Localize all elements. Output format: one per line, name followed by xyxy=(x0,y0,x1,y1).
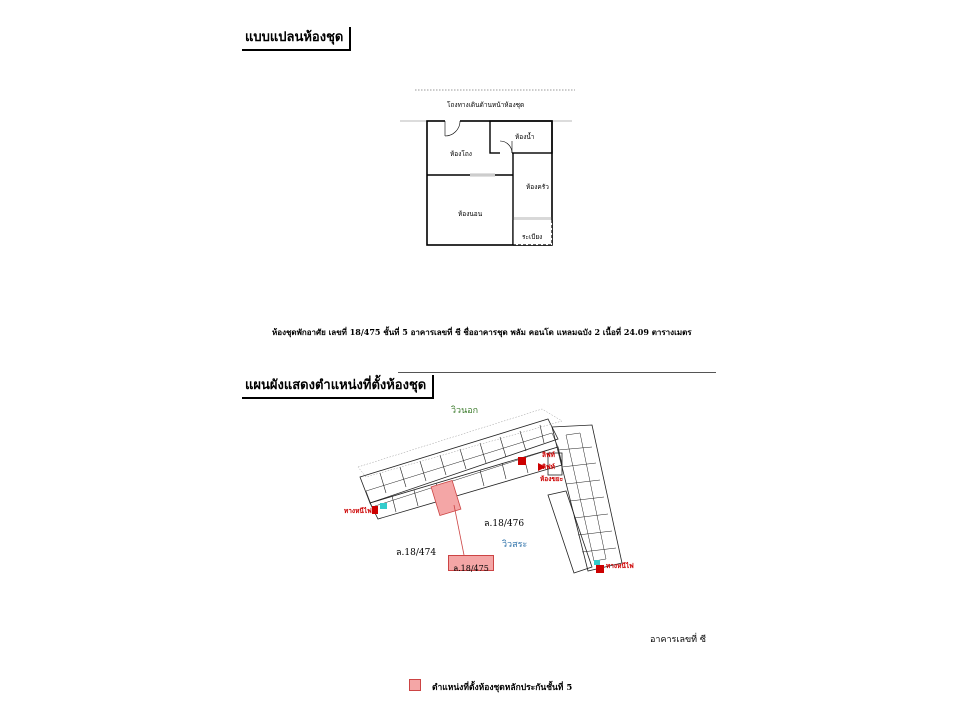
building-label: อาคารเลขที่ ซี xyxy=(650,635,707,645)
view-outer-label: วิวนอก xyxy=(451,406,479,416)
unit-476-label: ล.18/476 xyxy=(484,519,525,529)
siteplan xyxy=(330,395,660,595)
room-bathroom-label: ห้องน้ำ xyxy=(515,133,535,141)
room-balcony-label: ระเบียง xyxy=(522,233,543,241)
fire-exit-right-label: ทางหนีไฟ xyxy=(606,562,634,570)
lift-label-1: ลิฟท์ xyxy=(542,451,555,459)
floorplan-drawing xyxy=(400,85,580,255)
view-pool-label: วิวสระ xyxy=(502,540,528,550)
legend-text: ตำแหน่งที่ตั้งห้องชุดหลักประกันชั้นที่ 5 xyxy=(432,683,573,693)
siteplan-heading: แผนผังแสดงตำแหน่งที่ตั้งห้องชุด xyxy=(242,375,434,399)
unit-474-label: ล.18/474 xyxy=(396,548,437,558)
fire-exit-left-label: ทางหนีไฟ xyxy=(344,507,372,515)
floorplan-heading: แบบแปลนห้องชุด xyxy=(242,27,351,51)
lift-label-2: ลิฟท์ xyxy=(542,463,555,471)
room-living-label: ห้องโถง xyxy=(450,150,472,158)
trash-room-label: ห้องขยะ xyxy=(540,475,564,483)
unit-475-callout xyxy=(448,555,494,571)
siteplan-divider xyxy=(398,372,716,373)
unit-475-label: ล.18/475 xyxy=(453,564,489,573)
legend-swatch xyxy=(409,679,421,691)
unit-caption: ห้องชุดพักอาศัย เลขที่ 18/475 ชั้นที่ 5 อาคารเลขที่ ซี ชื่ออาคารชุด พลัม คอนโด แหลมฉบัง 2 เนื้อที่ 24.09 ตารางเมตร xyxy=(272,327,692,337)
corridor-label: โถงทางเดินด้านหน้าห้องชุด xyxy=(447,101,525,109)
floorplan xyxy=(400,85,580,255)
room-bedroom-label: ห้องนอน xyxy=(458,210,483,218)
room-kitchen-label: ห้องครัว xyxy=(526,183,549,191)
